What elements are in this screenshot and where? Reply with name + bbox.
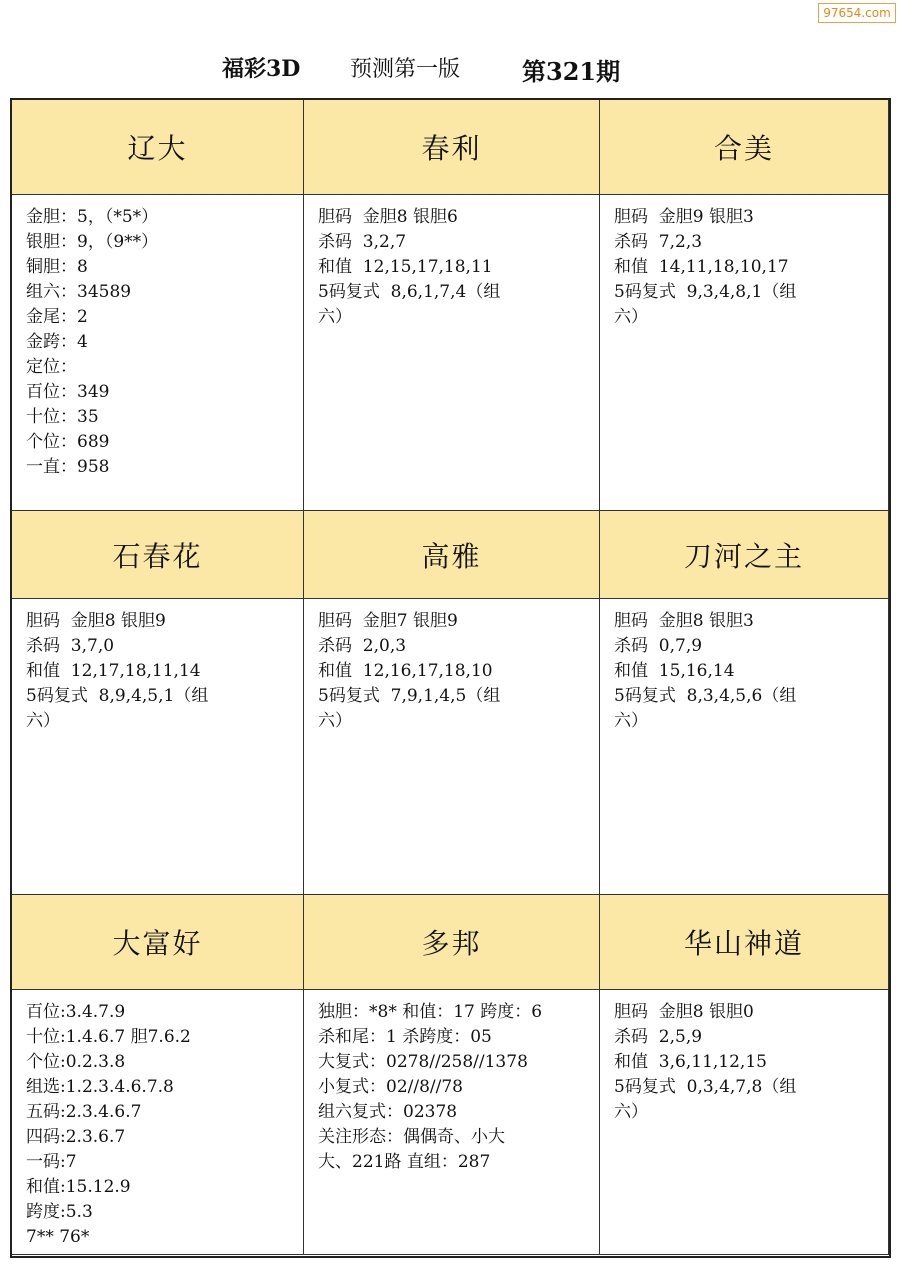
- prediction-line: 六）: [614, 307, 648, 327]
- watermark: 97654.com: [818, 3, 896, 23]
- expert-prediction-2: [304, 195, 600, 511]
- title-bar: [10, 40, 890, 98]
- prediction-line: 大复式：0278//258//1378: [318, 1052, 528, 1072]
- expert-prediction-6: [600, 599, 889, 895]
- prediction-line: 胆码 金胆8 银胆6: [318, 207, 458, 227]
- prediction-line: 组六：34589: [26, 282, 132, 302]
- prediction-line: 杀码 2,0,3: [318, 636, 407, 656]
- prediction-line: 十位：35: [26, 407, 99, 427]
- prediction-line: 5码复式 7,9,1,4,5（组: [318, 686, 501, 706]
- expert-prediction-5: [304, 599, 600, 895]
- expert-prediction-7: [12, 990, 304, 1255]
- prediction-line: 金胆：5，（*5*）: [26, 207, 159, 227]
- prediction-line: 个位:0.2.3.8: [26, 1052, 126, 1072]
- prediction-line: 5码复式 0,3,4,7,8（组: [614, 1077, 797, 1097]
- prediction-line: 胆码 金胆9 银胆3: [614, 207, 754, 227]
- expert-name-4: 石春花: [12, 511, 304, 599]
- expert-name-3: 合美: [600, 100, 889, 195]
- expert-name-9: 华山神道: [600, 895, 889, 990]
- prediction-line: 组六复式：02378: [318, 1102, 458, 1122]
- prediction-line: 5码复式 8,3,4,5,6（组: [614, 686, 797, 706]
- prediction-line: 杀码 7,2,3: [614, 232, 703, 252]
- prediction-line: 金尾：2: [26, 307, 88, 327]
- expert-prediction-1: [12, 195, 304, 511]
- prediction-line: 六）: [318, 307, 352, 327]
- edition-label: 预测第一版: [350, 57, 461, 82]
- prediction-line: 7** 76*: [26, 1227, 90, 1247]
- prediction-line: 小复式：02//8//78: [318, 1077, 463, 1097]
- prediction-line: 十位:1.4.6.7 胆7.6.2: [26, 1027, 191, 1047]
- prediction-line: 杀码 3,2,7: [318, 232, 407, 252]
- prediction-line: 百位:3.4.7.9: [26, 1002, 126, 1022]
- prediction-line: 独胆：*8* 和值：17 跨度：6: [318, 1002, 543, 1022]
- prediction-line: 5码复式 9,3,4,8,1（组: [614, 282, 797, 302]
- prediction-line: 和值:15.12.9: [26, 1177, 131, 1197]
- prediction-line: 和值 12,17,18,11,14: [26, 661, 201, 681]
- prediction-line: 铜胆：8: [26, 257, 88, 277]
- prediction-line: 胆码 金胆7 银胆9: [318, 611, 458, 631]
- prediction-line: 杀码 0,7,9: [614, 636, 703, 656]
- prediction-line: 一码:7: [26, 1152, 77, 1172]
- prediction-line: 个位：689: [26, 432, 110, 452]
- expert-prediction-4: [12, 599, 304, 895]
- prediction-line: 定位：: [26, 357, 77, 377]
- prediction-line: 六）: [26, 711, 60, 731]
- prediction-line: 胆码 金胆8 银胆3: [614, 611, 754, 631]
- expert-name-2: 春利: [304, 100, 600, 195]
- prediction-line: 六）: [614, 711, 648, 731]
- prediction-line: 5码复式 8,9,4,5,1（组: [26, 686, 209, 706]
- prediction-line: 5码复式 8,6,1,7,4（组: [318, 282, 501, 302]
- prediction-line: 百位：349: [26, 382, 110, 402]
- prediction-line: 胆码 金胆8 银胆9: [26, 611, 166, 631]
- prediction-grid: [10, 98, 891, 1258]
- expert-prediction-9: [600, 990, 889, 1255]
- prediction-line: 大、221路 直组：287: [318, 1152, 491, 1172]
- lottery-name: 福彩3D: [222, 56, 301, 82]
- prediction-line: 杀和尾：1 杀跨度：05: [318, 1027, 492, 1047]
- prediction-line: 杀码 2,5,9: [614, 1027, 703, 1047]
- prediction-line: 关注形态：偶偶奇、小大: [318, 1127, 505, 1147]
- prediction-line: 组选:1.2.3.4.6.7.8: [26, 1077, 174, 1097]
- expert-name-7: 大富好: [12, 895, 304, 990]
- expert-prediction-3: [600, 195, 889, 511]
- expert-name-6: 刀河之主: [600, 511, 889, 599]
- expert-name-8: 多邦: [304, 895, 600, 990]
- prediction-line: 六）: [318, 711, 352, 731]
- expert-name-5: 高雅: [304, 511, 600, 599]
- prediction-line: 银胆：9，（9**）: [26, 232, 159, 252]
- prediction-line: 和值 15,16,14: [614, 661, 735, 681]
- prediction-line: 和值 12,16,17,18,10: [318, 661, 493, 681]
- prediction-line: 六）: [614, 1102, 648, 1122]
- prediction-line: 五码:2.3.4.6.7: [26, 1102, 142, 1122]
- prediction-line: 四码:2.3.6.7: [26, 1127, 126, 1147]
- expert-prediction-8: [304, 990, 600, 1255]
- issue-number: 第321期: [522, 57, 621, 86]
- prediction-line: 和值 3,6,11,12,15: [614, 1052, 767, 1072]
- prediction-line: 金跨：4: [26, 332, 88, 352]
- prediction-line: 和值 14,11,18,10,17: [614, 257, 789, 277]
- prediction-line: 胆码 金胆8 银胆0: [614, 1002, 754, 1022]
- expert-name-1: 辽大: [12, 100, 304, 195]
- prediction-line: 和值 12,15,17,18,11: [318, 257, 493, 277]
- prediction-line: 一直：958: [26, 457, 110, 477]
- prediction-line: 杀码 3,7,0: [26, 636, 115, 656]
- prediction-line: 跨度:5.3: [26, 1202, 93, 1222]
